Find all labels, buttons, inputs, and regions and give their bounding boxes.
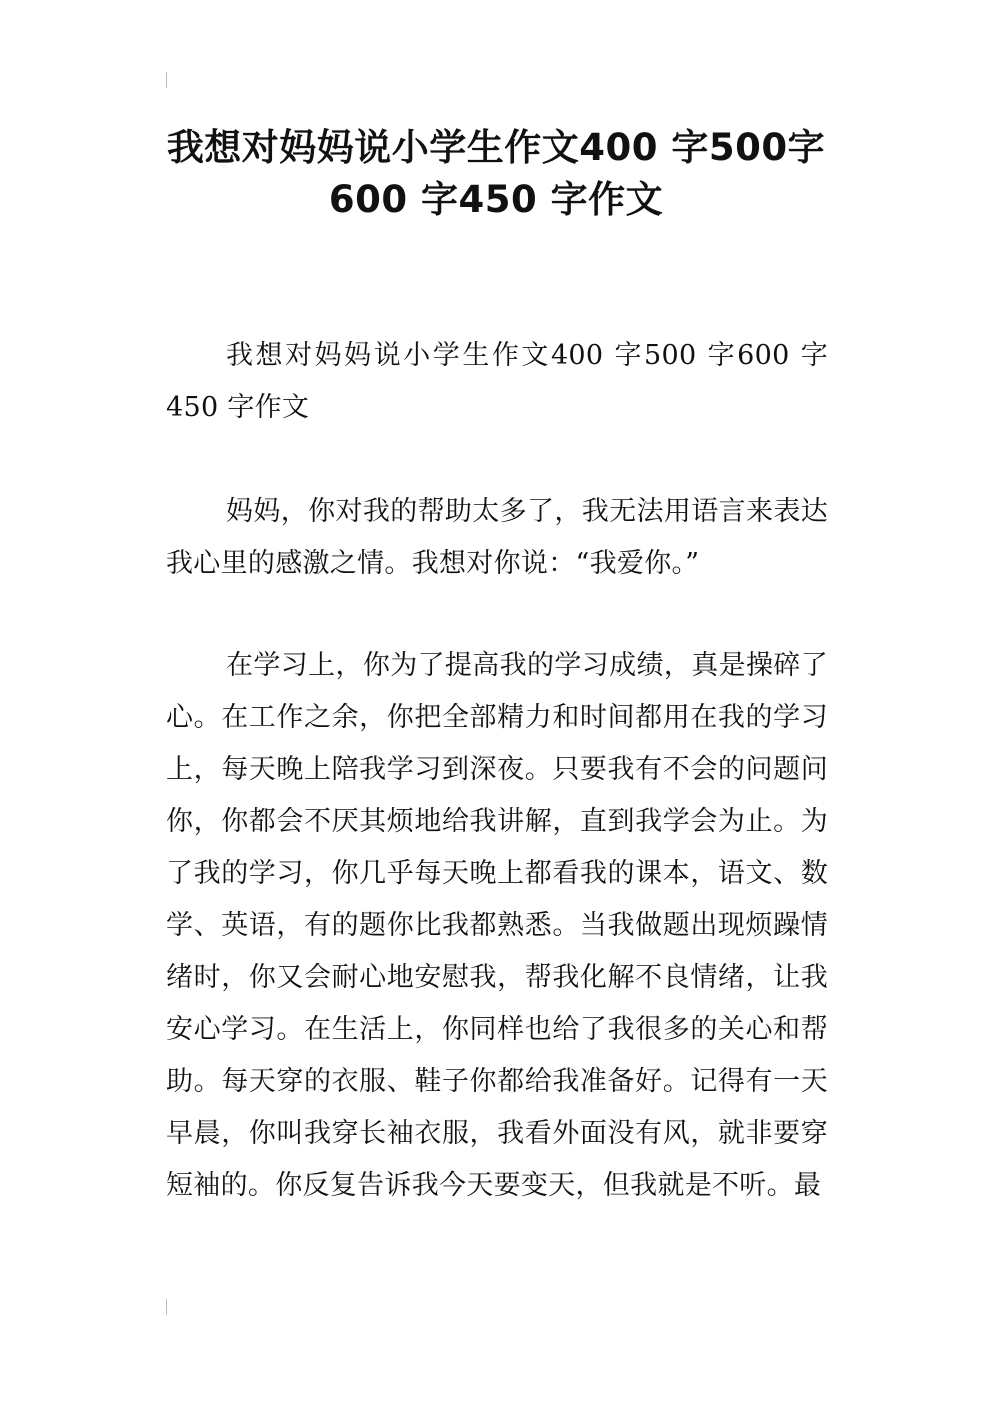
- paragraph-study: 在学习上，你为了提高我的学习成绩，真是操碎了心。在工作之余，你把全部精力和时间都用在我的学习上，每天晚上陪我学习到深夜。只要我有不会的问题问你，你都会不厌其烦地给我讲解，直到我学会为止。为了我的学习，你几乎每天晚上都看我的课本，语文、数学、英语，有的题你比我都熟悉。当我做题出现烦躁情绪时，你又会耐心地安慰我，帮我化解不良情绪，让我安心学习。在生活上，你同样也给了我很多的关心和帮助。每天穿的衣服、鞋子你都给我准备好。记得有一天早晨，你叫我穿长袖衣服，我看外面没有风，就非要穿短袖的。你反复告诉我今天要变天，但我就是不听。最: [166, 650, 828, 1201]
- page-corner-mark-top: [166, 72, 167, 88]
- page-corner-mark-bottom: [166, 1299, 167, 1315]
- page-title: 我想对妈妈说小学生作文400 字500字600 字450 字作文: [166, 126, 826, 221]
- paragraph-subtitle: 我想对妈妈说小学生作文400 字500 字600 字450 字作文: [166, 340, 828, 423]
- paragraph-intro: 妈妈，你对我的帮助太多了，我无法用语言来表达我心里的感激之情。我想对你说：“我爱你。”: [166, 496, 828, 579]
